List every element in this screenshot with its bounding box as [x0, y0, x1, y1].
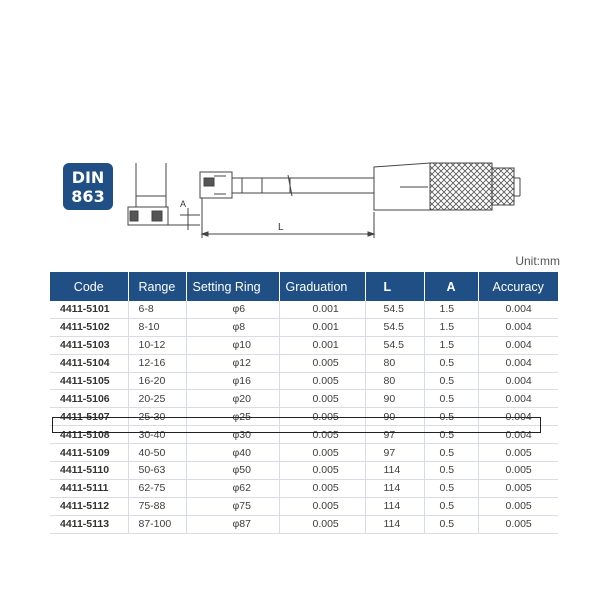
cell-setting-ring: φ25 [186, 408, 279, 426]
cell-range: 8-10 [128, 318, 186, 336]
cell-code: 4411-5113 [50, 515, 128, 533]
cell-l: 114 [365, 515, 424, 533]
cell-setting-ring: φ40 [186, 444, 279, 462]
cell-code: 4411-5106 [50, 390, 128, 408]
cell-setting-ring: φ75 [186, 497, 279, 515]
cell-accuracy: 0.005 [478, 515, 558, 533]
cell-range: 87-100 [128, 515, 186, 533]
cell-l: 54.5 [365, 318, 424, 336]
table-row [50, 354, 558, 372]
cell-l: 114 [365, 479, 424, 497]
table-row [50, 390, 558, 408]
header-code: Code [50, 272, 128, 301]
header-accuracy: Accuracy [478, 272, 558, 301]
cell-setting-ring: φ8 [186, 318, 279, 336]
header-l: L [365, 272, 424, 301]
table-row [50, 515, 558, 533]
cell-graduation: 0.001 [279, 318, 365, 336]
cell-range: 20-25 [128, 390, 186, 408]
cell-range: 6-8 [128, 301, 186, 318]
table-row [50, 336, 558, 354]
cell-l: 80 [365, 372, 424, 390]
cell-l: 90 [365, 408, 424, 426]
cell-a: 1.5 [424, 336, 478, 354]
specification-table [50, 272, 558, 534]
cell-l: 54.5 [365, 301, 424, 318]
cell-range: 40-50 [128, 444, 186, 462]
cell-l: 97 [365, 426, 424, 444]
cell-range: 75-88 [128, 497, 186, 515]
cell-a: 0.5 [424, 390, 478, 408]
cell-code: 4411-5101 [50, 301, 128, 318]
cell-graduation: 0.005 [279, 372, 365, 390]
cell-l: 114 [365, 497, 424, 515]
cell-setting-ring: φ50 [186, 462, 279, 480]
cell-a: 0.5 [424, 426, 478, 444]
cell-l: 90 [365, 390, 424, 408]
cell-a: 0.5 [424, 444, 478, 462]
unit-label: Unit:mm [515, 254, 560, 268]
cell-accuracy: 0.004 [478, 354, 558, 372]
cell-setting-ring: φ30 [186, 426, 279, 444]
cell-code: 4411-5110 [50, 462, 128, 480]
cell-range: 25-30 [128, 408, 186, 426]
table-row [50, 462, 558, 480]
header-a: A [424, 272, 478, 301]
cell-accuracy: 0.004 [478, 426, 558, 444]
cell-a: 0.5 [424, 372, 478, 390]
cell-l: 114 [365, 462, 424, 480]
dimension-l-label: L [278, 222, 284, 233]
cell-accuracy: 0.004 [478, 301, 558, 318]
cell-setting-ring: φ87 [186, 515, 279, 533]
cell-graduation: 0.005 [279, 497, 365, 515]
table-row [50, 318, 558, 336]
cell-a: 0.5 [424, 497, 478, 515]
cell-code: 4411-5103 [50, 336, 128, 354]
cell-range: 16-20 [128, 372, 186, 390]
cell-a: 0.5 [424, 479, 478, 497]
cell-accuracy: 0.004 [478, 336, 558, 354]
cell-range: 30-40 [128, 426, 186, 444]
cell-graduation: 0.005 [279, 354, 365, 372]
cell-setting-ring: φ20 [186, 390, 279, 408]
table-row [50, 372, 558, 390]
cell-l: 54.5 [365, 336, 424, 354]
cell-code: 4411-5112 [50, 497, 128, 515]
cell-graduation: 0.005 [279, 515, 365, 533]
table-row [50, 444, 558, 462]
table-row [50, 497, 558, 515]
front-view [200, 163, 520, 238]
cell-accuracy: 0.004 [478, 318, 558, 336]
cell-graduation: 0.001 [279, 301, 365, 318]
header-setting-ring: Setting Ring [186, 272, 279, 301]
cell-accuracy: 0.005 [478, 462, 558, 480]
cell-graduation: 0.005 [279, 479, 365, 497]
cell-accuracy: 0.005 [478, 444, 558, 462]
cell-a: 0.5 [424, 462, 478, 480]
cell-graduation: 0.005 [279, 462, 365, 480]
cell-accuracy: 0.005 [478, 479, 558, 497]
cell-l: 80 [365, 354, 424, 372]
cell-a: 0.5 [424, 354, 478, 372]
micrometer-drawing [0, 0, 600, 250]
dimension-a-label: A [180, 199, 187, 209]
header-graduation: Graduation [279, 272, 365, 301]
cell-graduation: 0.005 [279, 408, 365, 426]
header-range: Range [128, 272, 186, 301]
cell-range: 50-63 [128, 462, 186, 480]
badge-line-1: DIN [71, 167, 105, 187]
table-header-row [50, 272, 558, 301]
cell-code: 4411-5109 [50, 444, 128, 462]
cell-code: 4411-5102 [50, 318, 128, 336]
table-row [50, 301, 558, 318]
cell-setting-ring: φ16 [186, 372, 279, 390]
cell-code: 4411-5111 [50, 479, 128, 497]
cell-accuracy: 0.004 [478, 372, 558, 390]
table-row [50, 408, 558, 426]
cell-accuracy: 0.004 [478, 408, 558, 426]
cell-code: 4411-5104 [50, 354, 128, 372]
cell-graduation: 0.005 [279, 426, 365, 444]
cell-l: 97 [365, 444, 424, 462]
cell-graduation: 0.001 [279, 336, 365, 354]
cell-a: 0.5 [424, 515, 478, 533]
cell-range: 12-16 [128, 354, 186, 372]
cell-code: 4411-5108 [50, 426, 128, 444]
cell-graduation: 0.005 [279, 390, 365, 408]
cell-setting-ring: φ10 [186, 336, 279, 354]
cell-setting-ring: φ62 [186, 479, 279, 497]
cell-a: 1.5 [424, 301, 478, 318]
cell-accuracy: 0.004 [478, 390, 558, 408]
side-view [128, 163, 200, 230]
badge-line-2: 863 [71, 186, 105, 206]
cell-a: 1.5 [424, 318, 478, 336]
cell-accuracy: 0.005 [478, 497, 558, 515]
table-row [50, 426, 558, 444]
table-row [50, 479, 558, 497]
cell-range: 10-12 [128, 336, 186, 354]
cell-setting-ring: φ6 [186, 301, 279, 318]
cell-range: 62-75 [128, 479, 186, 497]
cell-code: 4411-5105 [50, 372, 128, 390]
cell-setting-ring: φ12 [186, 354, 279, 372]
cell-code: 4411-5107 [50, 408, 128, 426]
cell-a: 0.5 [424, 408, 478, 426]
cell-graduation: 0.005 [279, 444, 365, 462]
